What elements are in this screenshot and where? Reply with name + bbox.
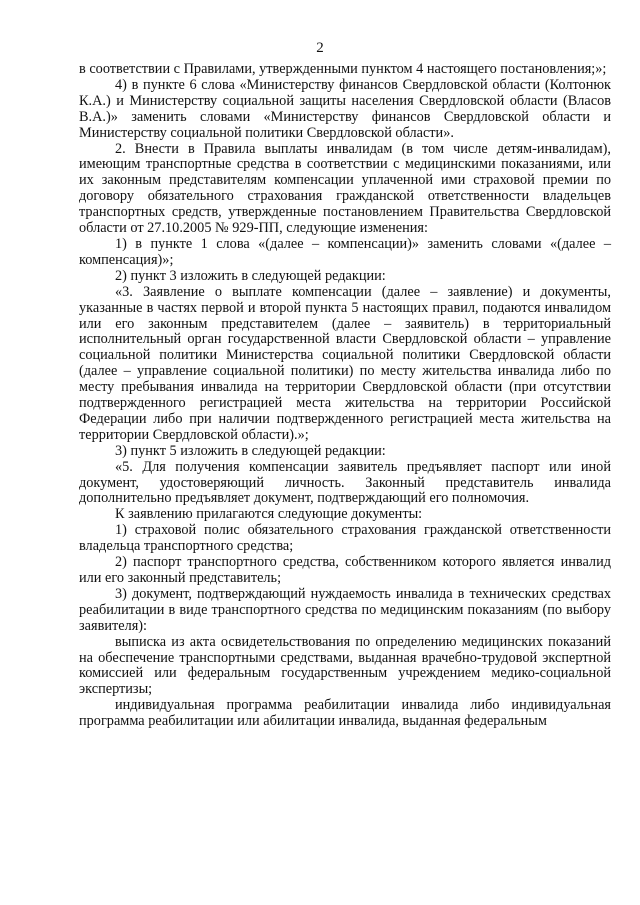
paragraph: в соответствии с Правилами, утвержденными пунктом 4 настоящего постановления;»;	[79, 61, 607, 77]
paragraph: 1) страховой полис обязательного страхования гражданской ответственности владельца транспортного средства;	[79, 522, 611, 555]
paragraph: индивидуальная программа реабилитации инвалида либо индивидуальная программа реабилитации или абилитации инвалида, выданная федеральным	[79, 697, 611, 730]
paragraph: 1) в пункте 1 слова «(далее – компенсации)» заменить словами «(далее – компенсация)»;	[79, 235, 611, 268]
paragraph: 2) пункт 3 изложить в следующей редакции:	[115, 267, 386, 284]
paragraph: 2) паспорт транспортного средства, собственником которого является инвалид или его законный представитель;	[79, 554, 611, 586]
paragraph: выписка из акта освидетельствования по определению медицинских показаний на обеспечение транспортными средствами, выданная врачебно-трудовой экспертной комиссией или федеральным государственным учреждением медико-социальной экспертизы;	[79, 633, 611, 698]
paragraph: «3. Заявление о выплате компенсации (далее – заявление) и документы, указанные в частях первой и второй пункта 5 настоящих правил, подаются инвалидом или его законным представителем (далее – заявитель) в территориальный исполнительный орган государственной власти Свердловской области – управление социальной политики Министерства социальной политики Свердловской области (далее – управление социальной политики) по месту жительства инвалида либо по месту пребывания инвалида на территории Свердловской области (при отсутствии подтвержденного регистрацией места жительства на территории Российской Федерации либо при наличии подтвержденного регистрацией места жительства на территории Свердловской области).»;	[79, 283, 611, 443]
document-body	[79, 62, 611, 730]
paragraph: К заявлению прилагаются следующие документы:	[115, 506, 423, 523]
paragraph: 4) в пункте 6 слова «Министерству финансов Свердловской области (Колтонюк К.А.) и Министерству социальной защиты населения Свердловской области (Власов В.А.)» заменить словами «Министерству финансов Свердловской области и Министерству социальной политики Свердловской области».	[79, 76, 611, 141]
paragraph: 3) пункт 5 изложить в следующей редакции:	[115, 442, 386, 459]
paragraph: 2. Внести в Правила выплаты инвалидам (в том числе детям-инвалидам), имеющим транспортные средства в соответствии с медицинскими показаниями, или их законным представителям компенсации уплаченной ими страховой премии по договору обязательного страхования гражданской ответственности владельцев транспортных средств, утвержденные постановлением Правительства Свердловской области от 27.10.2005 № 929-ПП, следующие изменения:	[79, 140, 611, 237]
page-number: 2	[316, 40, 324, 56]
paragraph: «5. Для получения компенсации заявитель предъявляет паспорт или иной документ, удостоверяющий личность. Законный представитель инвалида дополнительно предъявляет документ, подтверждающий его полномочия.	[79, 458, 611, 507]
paragraph: 3) документ, подтверждающий нуждаемость инвалида в технических средствах реабилитации в виде транспортного средства по медицинским показаниям (по выбору заявителя):	[79, 585, 611, 634]
